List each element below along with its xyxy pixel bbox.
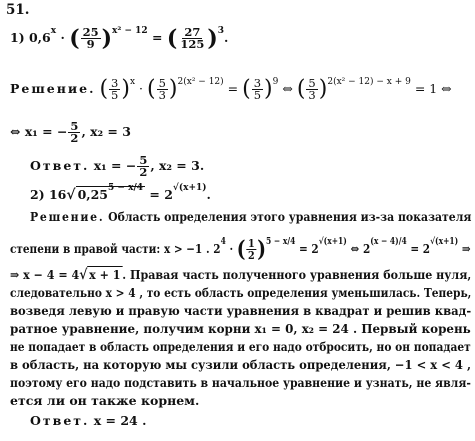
body-line-2: следовательно x > 4 , то есть область определения уменьшилась. Теперь,: [10, 285, 472, 300]
body-line-6: в область, на которую мы сузили область определения, −1 < x < 4 ,: [10, 357, 472, 372]
body-line-1: ⇒ x − 4 = 4√ x + 1 . Правая часть полученного уравнения больше нуля,: [10, 267, 472, 283]
part1-label: 1): [10, 30, 25, 45]
fraction-27-125: $\frac{27}{125}$: [180, 25, 205, 51]
answer-label: Ответ.: [30, 158, 90, 173]
solution-label: Решение.: [10, 81, 96, 96]
exp-2: 3: [217, 26, 225, 36]
answer-1: Ответ. x₁ = − $\frac{5}{2}$ , x₂ = 3.: [30, 153, 205, 179]
roots-1: ⇔ x₁ = − $\frac{5}{2}$ , x₂ = 3: [10, 119, 131, 145]
problem-number: 51.: [6, 2, 30, 18]
base-a: 0,6: [28, 30, 51, 45]
exp-a: x: [50, 26, 57, 36]
equation-2: 2) 16√ $0,25^{5 - x/4} = 2^{√(x+1)}$.: [30, 183, 211, 203]
exp-1: x² − 12: [112, 26, 148, 36]
fraction-25-9: $\frac{25}{9}$: [82, 25, 99, 51]
solution-2-line-2: степени в правой части: x > −1 . $2^4$ · ( $\frac{1}{2}$ )$^{5 - x/4} = 2^{√(x+1)}$ ⇔ $2^{(x - 4)/4} = 2^{√(x+1)}$ ⇒: [10, 236, 471, 263]
body-line-4: ратное уравнение, получим корни x₁ = 0, x₂ = 24 . Первый корень: [10, 321, 471, 336]
body-line-5: не попадает в область определения и его надо отбросить, но он попадает: [10, 339, 471, 354]
body-line-8: ется ли он также корнем.: [10, 393, 200, 408]
equation-1: 1) 0,6$^x$ · ( $\frac{25}{9}$ )$^{x^2 - 12}$ = ( $\frac{27}{125}$ )$^3$.: [10, 25, 229, 52]
body-line-7: поэтому его надо подставить в начальное уравнение и узнать, не явля-: [10, 375, 471, 390]
answer-2: Ответ. x = 24 .: [30, 413, 147, 428]
solution-1: Решение. ( $\frac{3}{5}$ )$^x$ · ( $\frac{5}{3}$ )$^{2(x^2 - 12)}$ = ( $\frac{3}{5}$ )$^9$ ⇔ ( $\frac{5}{3}$ )$^{2(x^2 - 12) - x + 9}$ = 1 ⇔: [10, 76, 452, 102]
solution-2-line-1: Решение. Область определения этого уравнения из-за показателя: [30, 209, 472, 224]
body-line-3: возведя левую и правую части уравнения в квадрат и решив квад-: [10, 303, 472, 318]
